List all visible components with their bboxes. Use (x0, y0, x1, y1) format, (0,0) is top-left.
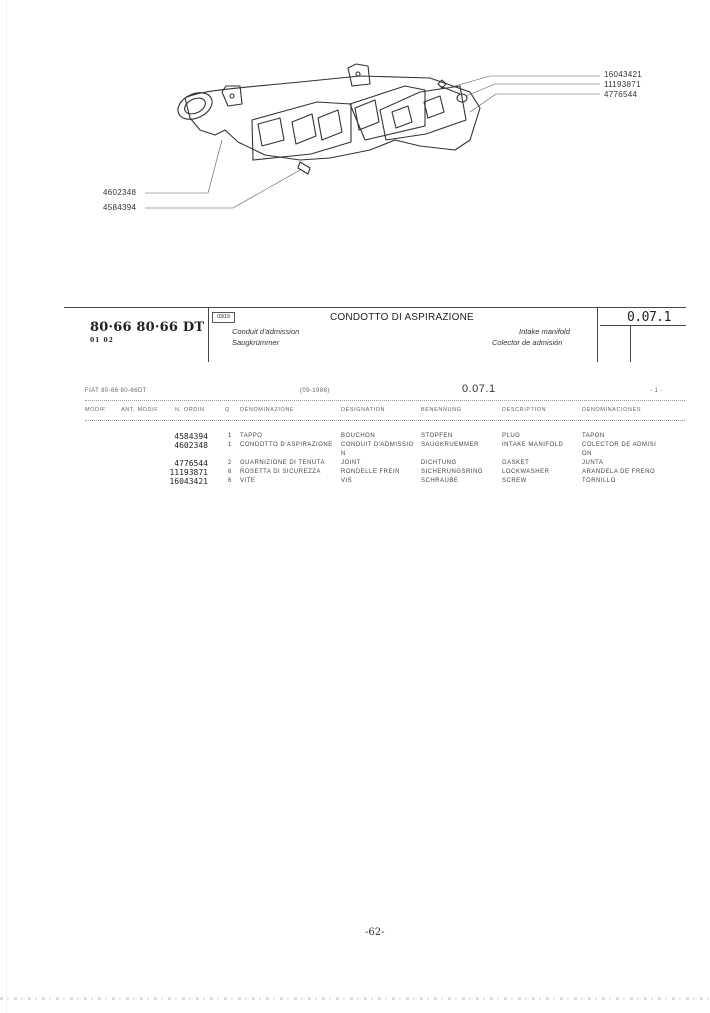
part-name-en: GASKET (502, 460, 530, 466)
part-name-it: TAPPO (240, 433, 263, 439)
part-name-es: JUNTA (582, 460, 604, 466)
part-name-de: SICHERUNGSRING (421, 469, 484, 475)
meta-section: 0.07.1 (462, 383, 496, 395)
title-french: Conduit d'admission (232, 327, 300, 336)
part-name-it: VITE (240, 478, 256, 484)
table-row (0, 460, 710, 469)
callout-11193871: 11193871 (604, 80, 641, 89)
part-number: 4602348 (174, 441, 208, 450)
col-german: BENENNUNG (421, 407, 462, 413)
table-row (0, 442, 710, 451)
model-variant: 01 02 (90, 337, 114, 344)
part-name-es: ARANDELA DE FRENO (582, 469, 656, 475)
manifold-port (258, 118, 284, 146)
part-name-es: TAPON (582, 433, 605, 439)
part-name-de: SAUGKRUEMMER (421, 442, 480, 448)
intake-manifold-diagram (0, 0, 710, 260)
header-section-rule (600, 325, 686, 326)
section-number: 0.07.1 (627, 310, 671, 325)
model-line: FIAT 80-66 80-66DT (85, 388, 147, 394)
part-name-de: STOPFEN (421, 433, 453, 439)
callout-16043421: 16043421 (604, 70, 642, 79)
manifold-inlet (174, 88, 217, 125)
part-number: 11193871 (169, 468, 208, 477)
edition-date: (09-1986) (300, 388, 330, 394)
header-divider (630, 325, 631, 362)
plug (298, 162, 310, 174)
manifold-port (318, 110, 342, 140)
part-name-es: TORNILLO (582, 478, 616, 484)
part-name-fr: VIS (341, 478, 353, 484)
manifold-flange (350, 86, 425, 140)
model-name: 80·66 80·66 DT (90, 320, 205, 335)
part-name-en: PLUG (502, 433, 521, 439)
table-row (0, 433, 710, 442)
col-english: DESCRIPTION (502, 407, 547, 413)
part-qty: 1 (228, 442, 232, 448)
meta-rule (85, 400, 685, 401)
gasket (380, 86, 466, 140)
callout-4584394: 4584394 (103, 203, 137, 212)
part-qty: 2 (228, 460, 232, 466)
col-italian: DENOMINAZIONE (240, 407, 295, 413)
part-name-en: INTAKE MANIFOLD (502, 442, 564, 448)
title-spanish: Colector de admisión (492, 338, 563, 347)
part-name-de: SCHRAUBE (421, 478, 459, 484)
columns-rule (85, 420, 685, 421)
col-qty: Q (225, 407, 230, 413)
table-row (0, 469, 710, 478)
callout-4776544: 4776544 (604, 90, 638, 99)
part-name-en: SCREW (502, 478, 527, 484)
callout-4602348: 4602348 (103, 188, 137, 197)
header-top-rule (64, 307, 686, 308)
page-number: -62- (365, 927, 385, 938)
col-ant-modif: ANT. MODIF (121, 407, 159, 413)
part-name-fr: JOINT (341, 460, 361, 466)
part-qty: 6 (228, 469, 232, 475)
header-divider (208, 307, 209, 362)
part-name-de: DICHTUNG (421, 460, 457, 466)
sheet-page: - 1 - (650, 388, 663, 394)
part-qty: 6 (228, 478, 232, 484)
col-order-number: N. ORDIN. (175, 407, 207, 413)
part-name-it: ROSETTA DI SICUREZZA (240, 469, 321, 475)
part-number: 4584394 (174, 432, 208, 441)
header-divider (597, 307, 598, 362)
scan-bottom-strip (0, 997, 710, 1000)
part-name-it: GUARNIZIONE DI TENUTA (240, 460, 325, 466)
part-name-fr: CONDUIT D'ADMISSIO (341, 442, 414, 448)
col-modif: MODIF (85, 407, 106, 413)
title-german: Saugkrümmer (232, 338, 280, 347)
part-name-en: LOCKWASHER (502, 469, 550, 475)
sheet-code: 03/19 (212, 312, 235, 323)
table-row-continuation (0, 451, 710, 460)
part-name-fr-cont: N (341, 451, 346, 457)
col-french: DESIGNATION (341, 407, 386, 413)
mount-tab (348, 64, 370, 86)
title-english: Intake manifold (519, 327, 570, 336)
part-qty: 1 (228, 433, 232, 439)
part-number: 4776544 (174, 459, 208, 468)
part-name-es-cont: ON (582, 451, 592, 457)
manifold-port (292, 114, 316, 144)
part-number: 16043421 (169, 477, 208, 486)
part-name-fr: BOUCHON (341, 433, 376, 439)
part-name-es: COLECTOR DE ADMISI (582, 442, 657, 448)
col-spanish: DENOMINACIONES (582, 407, 642, 413)
table-row (0, 478, 710, 487)
part-name-it: CONDOTTO D'ASPIRAZIONE (240, 442, 333, 448)
title-italian: CONDOTTO DI ASPIRAZIONE (330, 312, 474, 323)
part-name-fr: RONDELLE FREIN (341, 469, 401, 475)
